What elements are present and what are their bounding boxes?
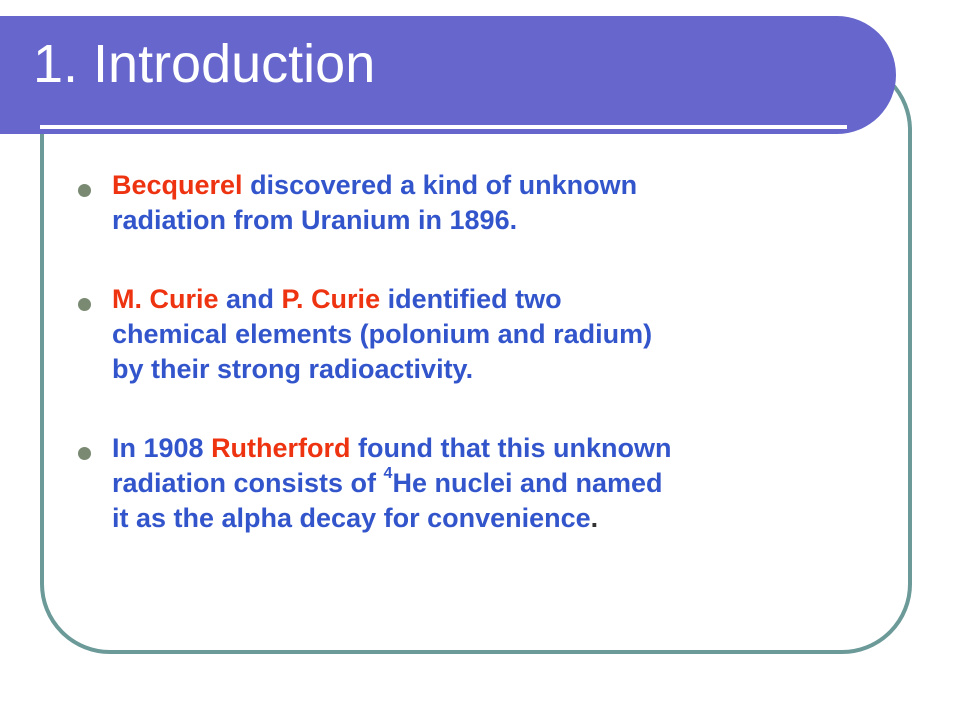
title-underline bbox=[40, 125, 847, 129]
line-period: . bbox=[590, 503, 599, 533]
bullet-dot-icon bbox=[78, 298, 91, 311]
highlight-name: Rutherford bbox=[211, 433, 351, 463]
highlight-name: M. Curie bbox=[112, 284, 219, 314]
line-text: He nuclei and named bbox=[392, 468, 663, 498]
bullet-dot-icon bbox=[78, 447, 91, 460]
bullet-line bbox=[112, 501, 898, 536]
line-text: In 1908 bbox=[112, 433, 212, 463]
bullet-line bbox=[112, 168, 898, 203]
highlight-name: P. Curie bbox=[281, 284, 381, 314]
bullet-line: by their strong radioactivity. bbox=[112, 354, 474, 384]
line-text: it as the alpha decay for convenience bbox=[112, 503, 591, 533]
bullet-line bbox=[112, 282, 898, 317]
bullet-line bbox=[112, 466, 898, 501]
line-text: identified two bbox=[380, 284, 562, 314]
bullet-becquerel bbox=[78, 168, 898, 238]
line-text: radiation consists of bbox=[112, 468, 384, 498]
highlight-name: Becquerel bbox=[112, 170, 243, 200]
bullet-line bbox=[112, 431, 898, 466]
line-text: found that this unknown bbox=[350, 433, 672, 463]
line-text: discovered a kind of unknown bbox=[242, 170, 638, 200]
line-text: and bbox=[218, 284, 282, 314]
bullet-dot-icon bbox=[78, 184, 91, 197]
bullet-list bbox=[78, 168, 898, 580]
bullet-line: radiation from Uranium in 1896. bbox=[112, 205, 518, 235]
superscript-mass-number: 4 bbox=[383, 465, 393, 482]
bullet-rutherford bbox=[78, 431, 898, 536]
slide-title: 1. Introduction bbox=[33, 34, 376, 94]
bullet-line: chemical elements (polonium and radium) bbox=[112, 319, 653, 349]
bullet-curie bbox=[78, 282, 898, 387]
